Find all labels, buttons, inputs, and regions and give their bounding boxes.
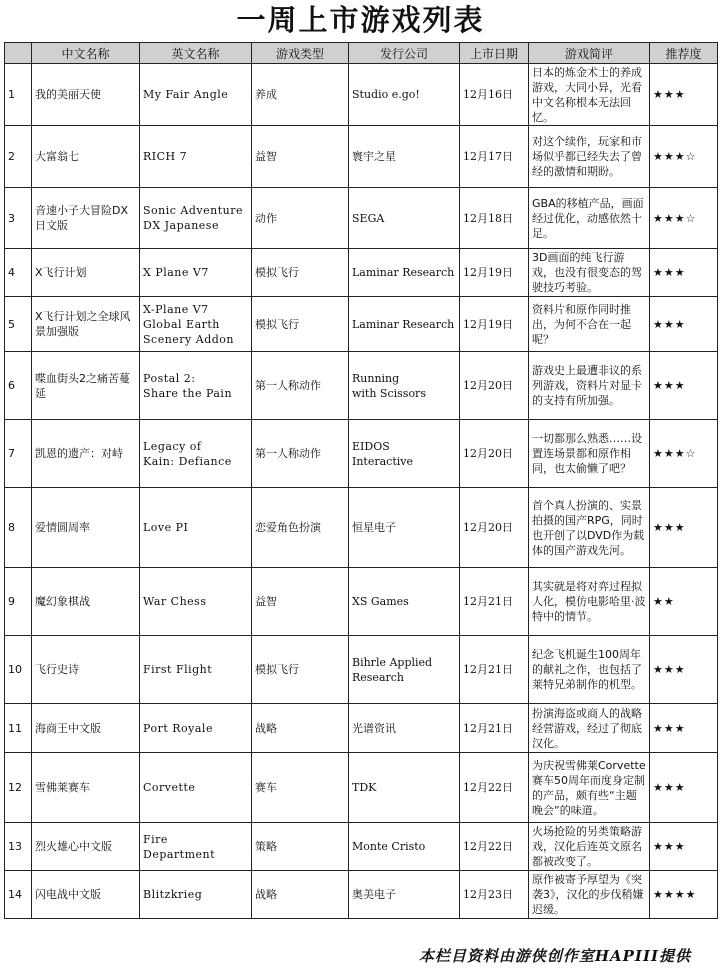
chinese-name-cell: 音速小子大冒险DX日文版 <box>32 188 140 249</box>
table-row <box>5 352 718 420</box>
row-number: 5 <box>5 297 32 352</box>
english-name-cell <box>140 488 252 568</box>
review-cell: 资料片和原作同时推出，为何不合在一起呢？ <box>529 297 650 352</box>
header-num <box>5 43 32 64</box>
publisher-cell-line: Laminar Research <box>352 317 455 331</box>
release-date-cell: 12月21日 <box>460 568 529 636</box>
english-name-cell-line: Sonic Adventure <box>143 204 243 217</box>
chinese-name-cell: X飞行计划之全球风景加强版 <box>32 297 140 352</box>
table-row <box>5 249 718 297</box>
genre-cell: 恋爱角色扮演 <box>252 488 349 568</box>
release-date-cell: 12月22日 <box>460 823 529 871</box>
game-list-table <box>4 42 718 919</box>
publisher-cell-line: EIDOS <box>352 439 390 453</box>
table-row <box>5 488 718 568</box>
header-date: 上市日期 <box>460 43 529 64</box>
publisher-cell-line: 寰宇之星 <box>352 150 396 163</box>
row-number: 10 <box>5 636 32 704</box>
genre-cell: 动作 <box>252 188 349 249</box>
english-name-cell <box>140 753 252 823</box>
english-name-cell-line: X Plane V7 <box>143 266 209 279</box>
rating-stars: ★★★ <box>650 753 718 823</box>
english-name-cell <box>140 297 252 352</box>
publisher-cell <box>349 297 460 352</box>
english-name-cell-line: RICH 7 <box>143 150 188 163</box>
table-row <box>5 823 718 871</box>
rating-stars: ★★★☆ <box>650 420 718 488</box>
chinese-name-cell: 我的美丽天使 <box>32 64 140 126</box>
english-name-cell-line: My Fair Angle <box>143 88 229 101</box>
publisher-cell-line: 恒星电子 <box>352 521 396 534</box>
credits-footer: 本栏目资料由游侠创作室HAPIII提供 <box>418 947 691 965</box>
english-name-cell <box>140 64 252 126</box>
chinese-name-cell: 闪电战中文版 <box>32 871 140 919</box>
publisher-cell-line: Interactive <box>352 454 413 468</box>
rating-stars: ★★★☆ <box>650 126 718 188</box>
row-number: 2 <box>5 126 32 188</box>
publisher-cell-line: 奥美电子 <box>352 888 396 901</box>
rating-stars: ★★★ <box>650 352 718 420</box>
rating-stars: ★★★ <box>650 488 718 568</box>
chinese-name-cell: 雪佛莱赛车 <box>32 753 140 823</box>
row-number: 14 <box>5 871 32 919</box>
publisher-cell <box>349 704 460 753</box>
genre-cell: 第一人称动作 <box>252 352 349 420</box>
english-name-cell-line: Legacy of <box>143 439 202 453</box>
header-publisher: 发行公司 <box>349 43 460 64</box>
publisher-cell <box>349 823 460 871</box>
row-number: 9 <box>5 568 32 636</box>
publisher-cell <box>349 420 460 488</box>
rating-stars: ★★★☆ <box>650 188 718 249</box>
header-genre: 游戏类型 <box>252 43 349 64</box>
genre-cell: 战略 <box>252 871 349 919</box>
review-cell: 日本的炼金术士的养成游戏，大同小异，光看中文名称根本无法回忆。 <box>529 64 650 126</box>
publisher-cell <box>349 126 460 188</box>
english-name-cell <box>140 249 252 297</box>
publisher-cell-line: Running <box>352 371 400 385</box>
rating-stars: ★★★ <box>650 64 718 126</box>
table-row <box>5 636 718 704</box>
genre-cell: 益智 <box>252 568 349 636</box>
genre-cell: 模拟飞行 <box>252 249 349 297</box>
review-cell: 3D画面的纯飞行游戏，也没有很变态的驾驶技巧考验。 <box>529 249 650 297</box>
row-number: 12 <box>5 753 32 823</box>
rating-stars: ★★★ <box>650 297 718 352</box>
publisher-cell-line: Monte Cristo <box>352 840 426 853</box>
english-name-cell <box>140 126 252 188</box>
review-cell: 纪念飞机诞生100周年的献礼之作，也包括了莱特兄弟制作的机型。 <box>529 636 650 704</box>
english-name-cell <box>140 704 252 753</box>
review-cell: 其实就是将对弈过程拟人化，模仿电影哈里·波特中的情节。 <box>529 568 650 636</box>
english-name-cell-line: X-Plane V7 <box>143 302 209 316</box>
publisher-cell-line: Studio e.go! <box>352 88 420 101</box>
publisher-cell <box>349 64 460 126</box>
chinese-name-cell: 爱情圆周率 <box>32 488 140 568</box>
genre-cell: 养成 <box>252 64 349 126</box>
rating-stars: ★★★ <box>650 704 718 753</box>
table-row <box>5 871 718 919</box>
review-cell: 为庆祝雪佛莱Corvette赛车50周年而度身定制的产品，颇有些“主题晚会”的味道。 <box>529 753 650 823</box>
publisher-cell-line: SEGA <box>352 211 385 225</box>
release-date-cell: 12月19日 <box>460 297 529 352</box>
genre-cell: 模拟飞行 <box>252 297 349 352</box>
review-cell: 一切都那么熟悉……设置连场景都和原作相同，也太偷懒了吧？ <box>529 420 650 488</box>
table-row <box>5 188 718 249</box>
row-number: 3 <box>5 188 32 249</box>
chinese-name-cell: 飞行史诗 <box>32 636 140 704</box>
release-date-cell: 12月20日 <box>460 352 529 420</box>
publisher-cell-line: with Scissors <box>352 386 426 400</box>
row-number: 1 <box>5 64 32 126</box>
review-cell: 对这个续作，玩家和市场似乎都已经失去了曾经的激情和期盼。 <box>529 126 650 188</box>
genre-cell: 益智 <box>252 126 349 188</box>
chinese-name-cell: 海商王中文版 <box>32 704 140 753</box>
row-number: 6 <box>5 352 32 420</box>
table-row <box>5 297 718 352</box>
rating-stars: ★★★ <box>650 636 718 704</box>
publisher-cell <box>349 249 460 297</box>
release-date-cell: 12月21日 <box>460 704 529 753</box>
english-name-cell <box>140 420 252 488</box>
row-number: 7 <box>5 420 32 488</box>
publisher-cell <box>349 871 460 919</box>
review-cell: GBA的移植产品，画面经过优化，动感依然十足。 <box>529 188 650 249</box>
english-name-cell-line: Global Earth <box>143 317 220 331</box>
review-cell: 火场抢险的另类策略游戏，汉化后连英文原名都被改变了。 <box>529 823 650 871</box>
rating-stars: ★★★ <box>650 823 718 871</box>
english-name-cell-line: Postal 2: <box>143 371 196 385</box>
row-number: 4 <box>5 249 32 297</box>
header-row <box>5 43 718 64</box>
english-name-cell-line: Love PI <box>143 521 189 534</box>
publisher-cell <box>349 753 460 823</box>
release-date-cell: 12月16日 <box>460 64 529 126</box>
genre-cell: 战略 <box>252 704 349 753</box>
release-date-cell: 12月23日 <box>460 871 529 919</box>
header-cn-name: 中文名称 <box>32 43 140 64</box>
page-title: 一周上市游戏列表 <box>236 3 485 37</box>
english-name-cell-line: Kain: Defiance <box>143 454 232 468</box>
rating-stars: ★★ <box>650 568 718 636</box>
chinese-name-cell: X飞行计划 <box>32 249 140 297</box>
review-cell: 首个真人扮演的、实景拍摄的国产RPG，同时也开创了以DVD作为载体的国产游戏先河。 <box>529 488 650 568</box>
row-number: 13 <box>5 823 32 871</box>
release-date-cell: 12月21日 <box>460 636 529 704</box>
english-name-cell-line: Department <box>143 847 216 861</box>
release-date-cell: 12月20日 <box>460 488 529 568</box>
english-name-cell-line: Share the Pain <box>143 386 233 400</box>
genre-cell: 第一人称动作 <box>252 420 349 488</box>
publisher-cell-line: Research <box>352 670 405 684</box>
english-name-cell-line: First Flight <box>143 663 213 676</box>
english-name-cell-line: Scenery Addon <box>143 332 235 346</box>
publisher-cell-line: Laminar Research <box>352 266 455 279</box>
publisher-cell-line: Bihrle Applied <box>352 655 433 669</box>
chinese-name-cell: 凯恩的遗产：对峙 <box>32 420 140 488</box>
publisher-cell <box>349 188 460 249</box>
english-name-cell-line: Fire <box>143 832 168 846</box>
genre-cell: 策略 <box>252 823 349 871</box>
rating-stars: ★★★ <box>650 249 718 297</box>
publisher-cell <box>349 352 460 420</box>
english-name-cell-line: Blitzkrieg <box>143 888 203 901</box>
release-date-cell: 12月17日 <box>460 126 529 188</box>
publisher-cell-line: TDK <box>352 781 377 794</box>
chinese-name-cell: 烈火雄心中文版 <box>32 823 140 871</box>
release-date-cell: 12月22日 <box>460 753 529 823</box>
publisher-cell <box>349 636 460 704</box>
table-row <box>5 126 718 188</box>
english-name-cell <box>140 823 252 871</box>
genre-cell: 模拟飞行 <box>252 636 349 704</box>
chinese-name-cell: 喋血街头2之痛苦蔓延 <box>32 352 140 420</box>
english-name-cell <box>140 871 252 919</box>
header-rating: 推荐度 <box>650 43 718 64</box>
row-number: 11 <box>5 704 32 753</box>
english-name-cell-line: Corvette <box>143 781 196 794</box>
table-row <box>5 64 718 126</box>
header-en-name: 英文名称 <box>140 43 252 64</box>
rating-stars: ★★★★ <box>650 871 718 919</box>
genre-cell: 赛车 <box>252 753 349 823</box>
english-name-cell-line: War Chess <box>143 595 207 608</box>
publisher-cell-line: 光谱资讯 <box>352 721 396 735</box>
table-row <box>5 753 718 823</box>
review-cell: 扮演海盗或商人的战略经营游戏，经过了彻底汉化。 <box>529 704 650 753</box>
english-name-cell <box>140 636 252 704</box>
release-date-cell: 12月18日 <box>460 188 529 249</box>
release-date-cell: 12月20日 <box>460 420 529 488</box>
review-cell: 游戏史上最遭非议的系列游戏，资料片对显卡的支持有所加强。 <box>529 352 650 420</box>
table-row <box>5 568 718 636</box>
english-name-cell <box>140 568 252 636</box>
publisher-cell <box>349 488 460 568</box>
publisher-cell-line: XS Games <box>352 595 409 608</box>
chinese-name-cell: 魔幻象棋战 <box>32 568 140 636</box>
publisher-cell <box>349 568 460 636</box>
review-cell: 原作被寄予厚望为《突袭3》，汉化的步伐稍嫌迟缓。 <box>529 871 650 919</box>
row-number: 8 <box>5 488 32 568</box>
english-name-cell-line: Port Royale <box>143 721 213 735</box>
english-name-cell <box>140 188 252 249</box>
chinese-name-cell: 大富翁七 <box>32 126 140 188</box>
table-row <box>5 420 718 488</box>
english-name-cell-line: DX Japanese <box>143 219 219 232</box>
table-row <box>5 704 718 753</box>
header-review: 游戏简评 <box>529 43 650 64</box>
english-name-cell <box>140 352 252 420</box>
release-date-cell: 12月19日 <box>460 249 529 297</box>
